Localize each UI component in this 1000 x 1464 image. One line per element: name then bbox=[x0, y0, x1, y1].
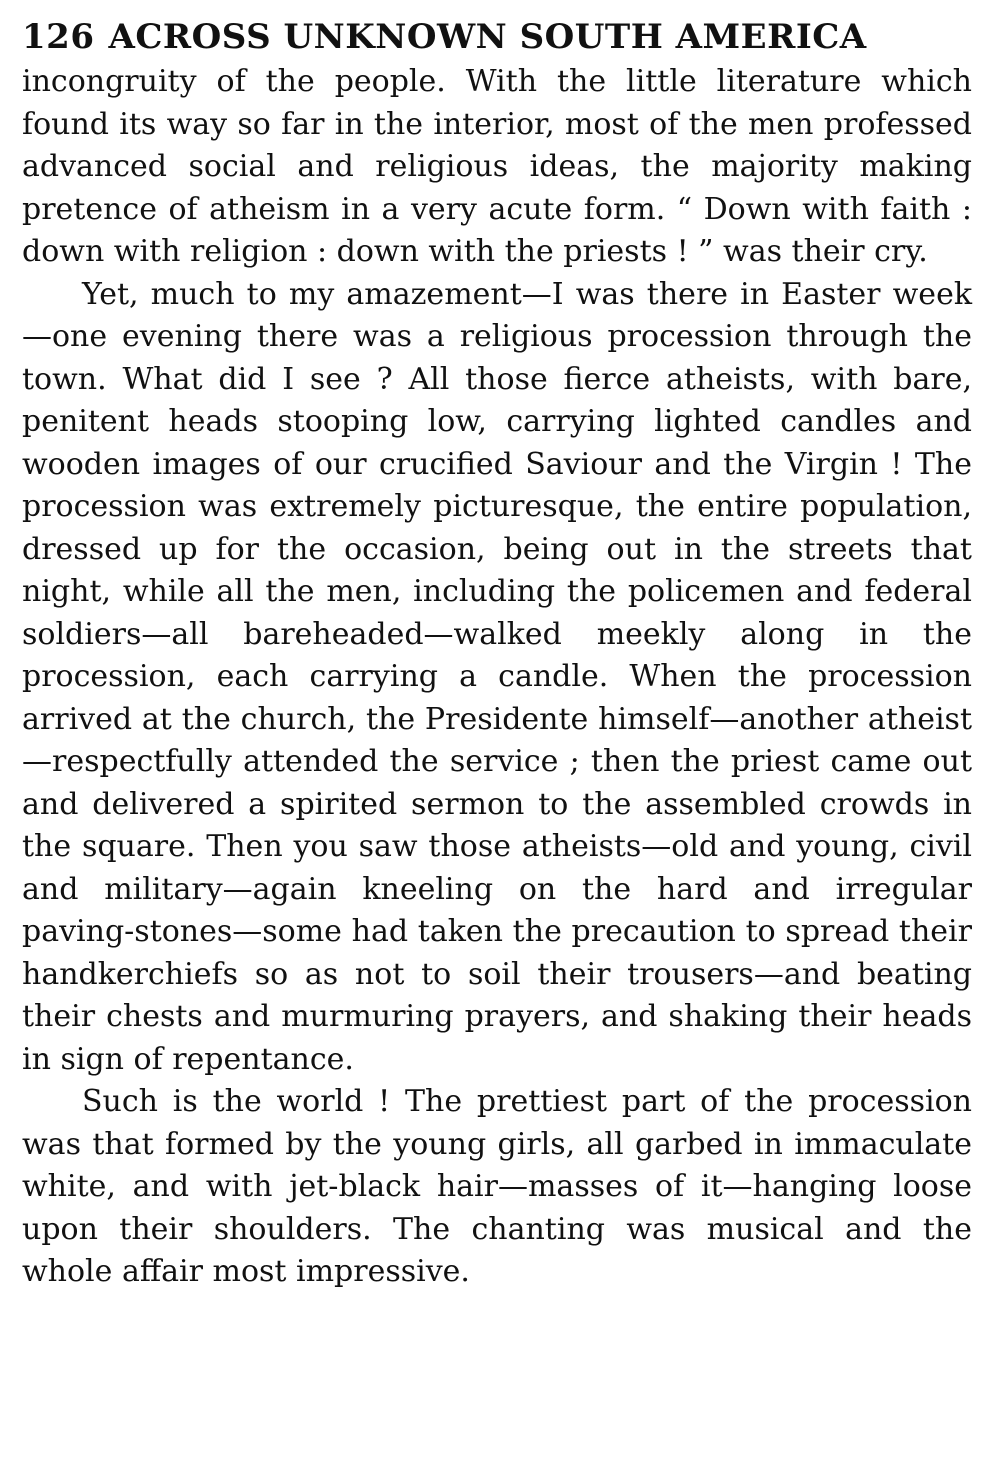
running-head bbox=[22, 18, 972, 57]
body-text bbox=[22, 61, 972, 1294]
page-number: 126 bbox=[22, 17, 95, 57]
paragraph-continued: incongruity of the people. With the little literature which found its way so far in the interior, most of the men professed advanced social and religious ideas, the majority making pretence of atheism in a very acute form. “ Down with faith : down with religion : down with the priests ! ” was their cry. bbox=[22, 64, 972, 270]
paragraph-girls: Such is the world ! The prettiest part of the procession was that formed by the young girls, all garbed in immaculate white, and with jet-black hair—masses of it—hanging loose upon their shoulders. The chanting was musical and the whole affair most impressive. bbox=[22, 1084, 972, 1290]
book-page bbox=[22, 18, 972, 1294]
running-title: ACROSS UNKNOWN SOUTH AMERICA bbox=[108, 17, 867, 57]
paragraph-procession: Yet, much to my amazement—I was there in Easter week—one evening there was a religious procession through the town. What did I see ? All those fierce atheists, with bare, penitent heads stooping low, carrying lighted candles and wooden images of our crucified Saviour and the Virgin ! The procession was extremely picturesque, the entire population, dressed up for the occasion, being out in the streets that night, while all the men, including the policemen and federal soldiers—all bareheaded—walked meekly along in the procession, each carrying a candle. When the procession arrived at the church, the Presidente himself—another atheist—respectfully attended the service ; then the priest came out and delivered a spirited sermon to the assembled crowds in the square. Then you saw those atheists—old and young, civil and military—again kneeling on the hard and irregular paving-stones—some had taken the precaution to spread their handkerchiefs so as not to soil their trousers—and beating their chests and murmuring prayers, and shaking their heads in sign of repentance. bbox=[22, 276, 972, 1077]
